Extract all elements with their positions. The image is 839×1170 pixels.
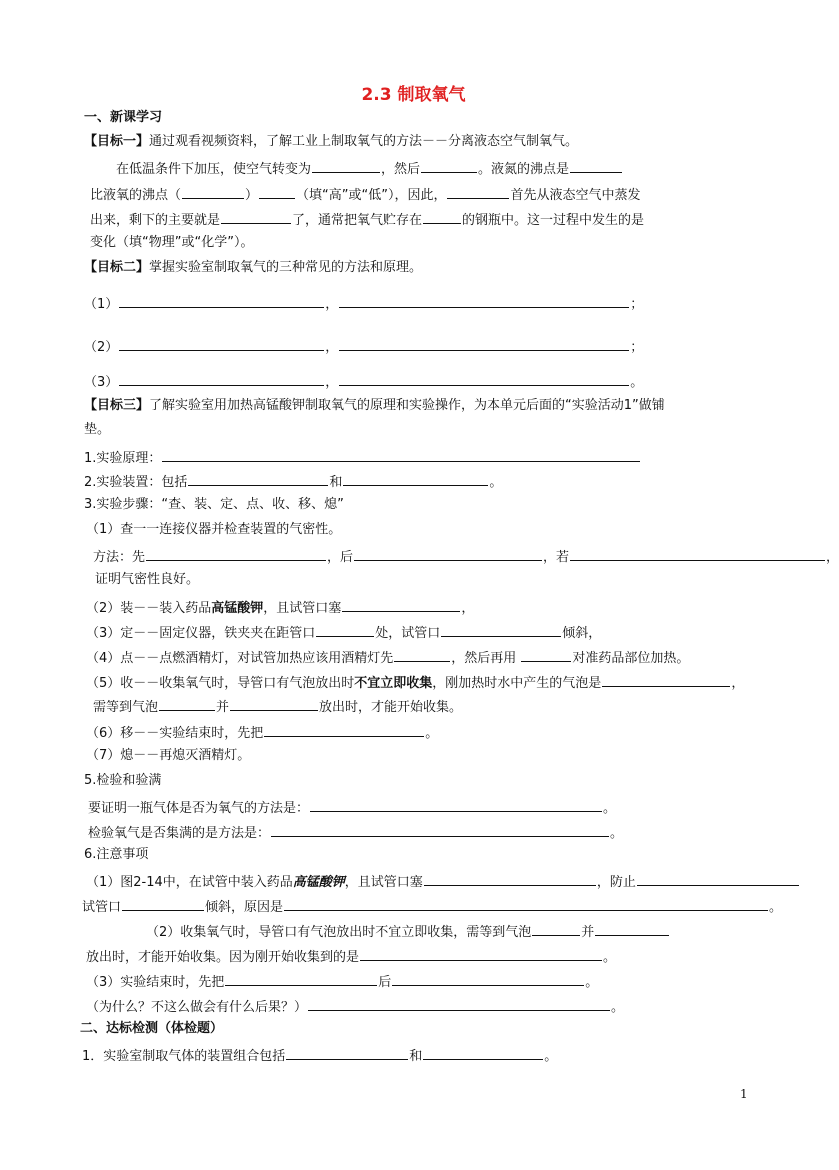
fill-in-blank[interactable] [570, 546, 825, 561]
line-text: 。液氮的沸点是 [478, 162, 570, 177]
line-text: （为什么？不这么做会有什么后果？） [86, 1000, 308, 1015]
method-line [84, 371, 643, 392]
line-text: ， [826, 550, 839, 565]
line-text: 5.检验和验满 [84, 773, 162, 788]
line-text: （2）装－－装入药品 [86, 601, 212, 616]
text-line [86, 747, 250, 765]
line-text: 。 [769, 900, 783, 915]
text-line [84, 772, 161, 790]
section-heading [84, 109, 162, 127]
fill-in-blank[interactable] [308, 996, 610, 1011]
fill-in-blank[interactable] [146, 546, 326, 561]
text-line [84, 471, 502, 492]
line-text: （3） [84, 375, 119, 390]
text-line [86, 996, 624, 1017]
line-text: 。 [489, 475, 503, 490]
line-text: 了，通常把氧气贮存在 [292, 213, 423, 228]
text-line [146, 921, 670, 942]
line-text: ） [245, 188, 259, 203]
line-text: 首先从液态空气中蒸发 [510, 188, 641, 203]
fill-in-blank[interactable] [162, 447, 640, 462]
fill-in-blank[interactable] [286, 1045, 408, 1060]
line-text: 通过观看视频资料，了解工业上制取氧气的方法－－分离液态空气制氧气。 [149, 134, 579, 149]
line-text: 【目标一】 [84, 134, 150, 149]
fill-in-blank[interactable] [421, 158, 477, 173]
line-text: ， [731, 676, 745, 691]
text-line [86, 971, 598, 992]
line-text: （3）定－－固定仪器，铁夹夹在距管口 [86, 626, 316, 641]
line-text: ，然后 [381, 162, 421, 177]
line-text: ， [325, 340, 339, 355]
fill-in-blank[interactable] [312, 158, 380, 173]
line-text: 并 [216, 700, 230, 715]
line-text: （5）收－－收集氧气时，导管口有气泡放出时 [86, 676, 355, 691]
line-text: ， [325, 375, 339, 390]
fill-in-blank[interactable] [447, 184, 509, 199]
fill-in-blank[interactable] [521, 647, 571, 662]
line-text: 【目标二】 [84, 260, 150, 275]
fill-in-blank[interactable] [339, 371, 629, 386]
line-text: 。 [603, 950, 617, 965]
fill-in-blank[interactable] [595, 921, 669, 936]
fill-in-blank[interactable] [339, 336, 629, 351]
line-text: 对准药品部位加热。 [572, 651, 690, 666]
fill-in-blank[interactable] [225, 971, 377, 986]
line-text: 1．实验室制取气体的装置组合包括 [82, 1049, 286, 1064]
line-text: （3）实验结束时，先把 [86, 975, 225, 990]
text-line [88, 822, 623, 843]
line-text: ， [325, 297, 339, 312]
text-line [84, 496, 344, 514]
line-text: 6.注意事项 [84, 847, 149, 862]
line-text: 后 [378, 975, 392, 990]
fill-in-blank[interactable] [354, 546, 542, 561]
line-text: 【目标三】 [84, 398, 150, 413]
fill-in-blank[interactable] [182, 184, 244, 199]
text-line [84, 447, 641, 468]
line-text: 证明气密性良好。 [95, 572, 200, 587]
line-text: 高锰酸钾 [292, 875, 345, 890]
goal-one-line [84, 133, 578, 151]
line-text: 的钢瓶中。这一过程中发生的是 [462, 213, 645, 228]
text-line [90, 209, 644, 230]
text-line [88, 797, 616, 818]
line-text: （4）点－－点燃酒精灯，对试管加热应该用酒精灯先 [86, 651, 394, 666]
text-line [86, 597, 474, 618]
line-text: ，后 [327, 550, 354, 565]
line-text: （填“高”或“低”），因此， [296, 188, 447, 203]
fill-in-blank[interactable] [532, 921, 580, 936]
text-line [82, 896, 782, 917]
fill-in-blank[interactable] [570, 158, 622, 173]
fill-in-blank[interactable] [119, 371, 324, 386]
fill-in-blank[interactable] [310, 797, 602, 812]
text-line [86, 722, 438, 743]
text-line [86, 622, 601, 643]
text-line [93, 696, 462, 717]
text-line [86, 946, 616, 967]
fill-in-blank[interactable] [394, 647, 450, 662]
line-text: （6）移－－实验结束时，先把 [86, 726, 264, 741]
line-text: ； [630, 340, 644, 355]
line-text: 二、达标检测（体检题） [80, 1021, 224, 1036]
text-line [86, 647, 689, 668]
fill-in-blank[interactable] [360, 946, 602, 961]
line-text: 出来，剩下的主要就是 [90, 213, 221, 228]
line-text: ，然后再用 [451, 651, 521, 666]
line-text: （7）熄－－再熄灭酒精灯。 [86, 748, 251, 763]
line-text: ，若 [543, 550, 570, 565]
page-number: 1 [740, 1087, 748, 1101]
line-text: 不宜立即收集 [354, 676, 433, 691]
text-line [95, 571, 199, 589]
line-text: 处，试管口 [375, 626, 441, 641]
text-line [84, 846, 148, 864]
line-text: 并 [581, 925, 595, 940]
method-line [84, 336, 643, 357]
line-text: 了解实验室用加热高锰酸钾制取氧气的原理和实验操作，为本单元后面的“实验活动1”做铺 [149, 398, 665, 413]
fill-in-blank[interactable] [159, 696, 215, 711]
line-text: ，且试管口塞 [344, 875, 423, 890]
line-text: 。 [610, 826, 624, 841]
text-line [90, 184, 641, 205]
fill-in-blank[interactable] [264, 722, 424, 737]
line-text: ，刚加热时水中产生的气泡是 [432, 676, 602, 691]
text-line [86, 521, 341, 539]
fill-in-blank[interactable] [343, 471, 488, 486]
line-text: 掌握实验室制取氧气的三种常见的方法和原理。 [149, 260, 423, 275]
line-text: 需等到气泡 [93, 700, 159, 715]
fill-in-blank[interactable] [122, 896, 204, 911]
line-text: 比液氧的沸点（ [90, 188, 182, 203]
line-text: 倾斜，原因是 [205, 900, 284, 915]
section-heading [80, 1020, 223, 1038]
line-text: 。 [630, 375, 644, 390]
fill-in-blank[interactable] [424, 871, 596, 886]
line-text: 放出时，才能开始收集。因为刚开始收集到的是 [86, 950, 360, 965]
text-line [93, 546, 839, 567]
fill-in-blank[interactable] [221, 209, 291, 224]
text-line [84, 421, 110, 439]
fill-in-blank[interactable] [441, 622, 561, 637]
line-text: 在低温条件下加压，使空气转变为 [116, 162, 312, 177]
line-text: 要证明一瓶气体是否为氧气的方法是： [88, 801, 310, 816]
line-text: 放出时，才能开始收集。 [319, 700, 463, 715]
line-text: ； [630, 297, 644, 312]
line-text: ，防止 [596, 875, 636, 890]
line-text: 倾斜， [562, 626, 602, 641]
line-text: （2） [84, 340, 119, 355]
line-text: 检验氧气是否集满的是方法是： [88, 826, 271, 841]
line-text: 和 [329, 475, 343, 490]
line-text: 2.实验装置：包括 [84, 475, 188, 490]
fill-in-blank[interactable] [339, 293, 629, 308]
text-line [86, 672, 744, 693]
line-text: 变化（填“物理”或“化学”）。 [90, 235, 254, 250]
fill-in-blank[interactable] [284, 896, 768, 911]
fill-in-blank[interactable] [119, 293, 324, 308]
fill-in-blank[interactable] [259, 184, 295, 199]
goal-three-line [84, 397, 665, 415]
fill-in-blank[interactable] [423, 209, 461, 224]
line-text: 垫。 [84, 422, 111, 437]
fill-in-blank[interactable] [119, 336, 324, 351]
line-text: ，且试管口塞 [263, 601, 342, 616]
line-text: 。 [603, 801, 617, 816]
goal-two-line [84, 259, 422, 277]
fill-in-blank[interactable] [271, 822, 609, 837]
line-text: （1） [84, 297, 119, 312]
fill-in-blank[interactable] [188, 471, 328, 486]
fill-in-blank[interactable] [602, 672, 730, 687]
fill-in-blank[interactable] [423, 1045, 543, 1060]
method-line [84, 293, 643, 314]
line-text: 1.实验原理： [84, 451, 162, 466]
line-text: （2）收集氧气时，导管口有气泡放出时不宜立即收集，需等到气泡 [146, 925, 532, 940]
page-title: 2.3 制取氧气 [361, 85, 466, 105]
line-text: 高锰酸钾 [211, 601, 264, 616]
text-line [90, 234, 253, 252]
line-text: 。 [585, 975, 599, 990]
line-text: 。 [544, 1049, 558, 1064]
fill-in-blank[interactable] [316, 622, 374, 637]
fill-in-blank[interactable] [637, 871, 799, 886]
line-text: ， [461, 601, 475, 616]
line-text: 一、新课学习 [84, 110, 163, 125]
line-text: 。 [425, 726, 439, 741]
fill-in-blank[interactable] [392, 971, 584, 986]
fill-in-blank[interactable] [230, 696, 318, 711]
text-line [86, 871, 800, 892]
text-line [116, 158, 623, 179]
line-text: 方法：先 [93, 550, 146, 565]
line-text: 和 [409, 1049, 423, 1064]
fill-in-blank[interactable] [342, 597, 460, 612]
question-line [82, 1045, 557, 1066]
line-text: 。 [611, 1000, 625, 1015]
line-text: 试管口 [82, 900, 122, 915]
line-text: 3.实验步骤：“查、装、定、点、收、移、熄” [84, 497, 344, 512]
line-text: （1）图2-14中，在试管中装入药品 [86, 875, 293, 890]
line-text: （1）查一一连接仪器并检查装置的气密性。 [86, 522, 342, 537]
